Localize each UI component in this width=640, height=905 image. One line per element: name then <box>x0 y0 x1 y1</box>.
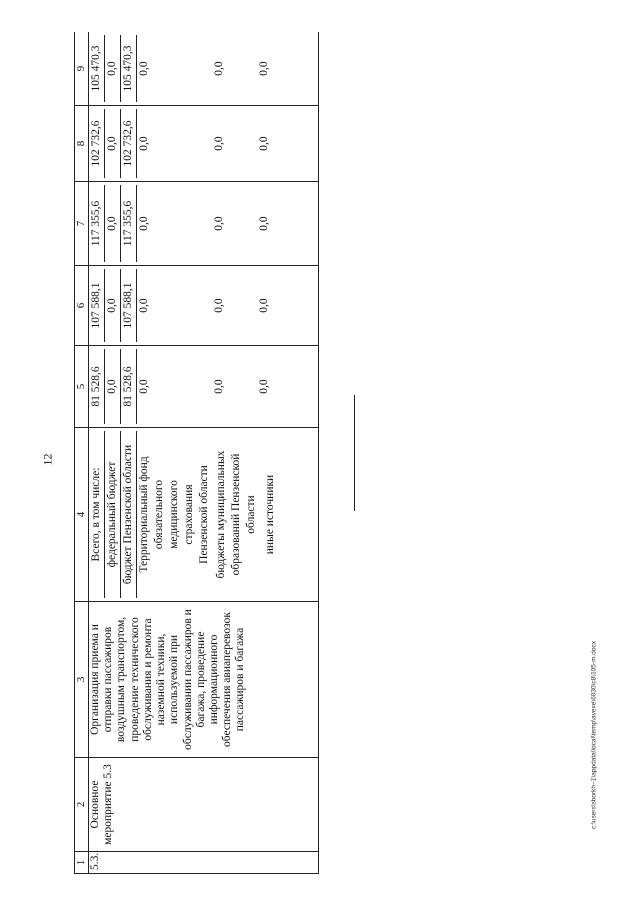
values-col-8 <box>89 106 319 182</box>
header-cell: 1 <box>75 852 89 874</box>
source-federal: федеральный бюджет <box>104 431 120 598</box>
value-cell: 0,0 <box>213 136 225 151</box>
source-tfoms-group <box>136 431 278 598</box>
value-cell: 0,0 <box>138 298 150 313</box>
value-cell: 81 528,6 <box>90 366 102 407</box>
source-regional: бюджет Пензенской области <box>120 431 136 598</box>
row-number: 5.3. <box>89 852 319 874</box>
header-row <box>75 32 89 874</box>
footer-path: c:\users\sborkh~1\appdata\local\temp\avexe\6030\c8\105-m.docx <box>590 640 598 830</box>
value-cell: 0,0 <box>138 379 150 394</box>
header-cell: 5 <box>75 346 89 428</box>
table-row <box>89 32 319 874</box>
source-other: иные источники <box>264 474 276 555</box>
header-cell: 3 <box>75 602 89 758</box>
values-col-6 <box>89 266 319 346</box>
value-cell: 0,0 <box>104 349 120 424</box>
values-col-5 <box>89 346 319 428</box>
value-cell: 105 470,3 <box>120 35 136 102</box>
value-cell: 117 355,6 <box>120 185 136 262</box>
measure-name: Основное мероприятие 5.3 <box>89 758 319 852</box>
value-cell: 0,0 <box>138 61 150 76</box>
value-cell: 0,0 <box>258 379 270 394</box>
value-cell: 0,0 <box>213 298 225 313</box>
funding-table <box>74 32 319 874</box>
header-cell: 8 <box>75 106 89 182</box>
footer <box>588 620 600 850</box>
value-cell: 0,0 <box>213 61 225 76</box>
separator-line <box>354 395 355 511</box>
header-cell: 7 <box>75 182 89 266</box>
value-cell: 0,0 <box>104 269 120 342</box>
header-cell: 4 <box>75 428 89 602</box>
value-cell: 0,0 <box>138 136 150 151</box>
value-cell: 0,0 <box>258 61 270 76</box>
value-cell: 0,0 <box>138 216 150 231</box>
value-cell: 0,0 <box>213 379 225 394</box>
measure-description: Организация приема и отправки пассажиров воздушным транспортом, проведение технического обслуживания и ремонта наземной техники, используемой при обслуживании пассажиров и багажа, проведение информационного обеспечения авиаперевозок пассажиров и багажа <box>89 602 319 758</box>
header-cell: 6 <box>75 266 89 346</box>
values-col-7 <box>89 182 319 266</box>
value-cell: 102 732,6 <box>120 109 136 178</box>
value-cell: 0,0 <box>104 35 120 102</box>
value-cell: 0,0 <box>258 216 270 231</box>
header-cell: 9 <box>75 32 89 106</box>
value-cell: 0,0 <box>258 298 270 313</box>
source-tfoms: Территориальный фонд обязательного медицинского страхования Пензенской области <box>138 456 210 573</box>
value-cell: 102 732,6 <box>90 120 102 167</box>
value-cell: 107 588,1 <box>120 269 136 342</box>
page-number: 12 <box>40 453 55 466</box>
header-cell: 2 <box>75 758 89 852</box>
source-total: Всего, в том числе: <box>90 467 102 562</box>
source-municipal: бюджеты муниципальных образований Пензенской области <box>215 450 257 579</box>
value-cell: 0,0 <box>213 216 225 231</box>
value-cell: 105 470,3 <box>90 45 102 92</box>
value-cell: 0,0 <box>104 185 120 262</box>
values-col-9 <box>89 32 319 106</box>
value-cell: 107 588,1 <box>90 282 102 329</box>
funding-sources <box>89 428 319 602</box>
value-cell: 117 355,6 <box>90 200 102 247</box>
value-cell: 81 528,6 <box>120 349 136 424</box>
value-cell: 0,0 <box>258 136 270 151</box>
table-container <box>74 32 319 874</box>
value-cell: 0,0 <box>104 109 120 178</box>
